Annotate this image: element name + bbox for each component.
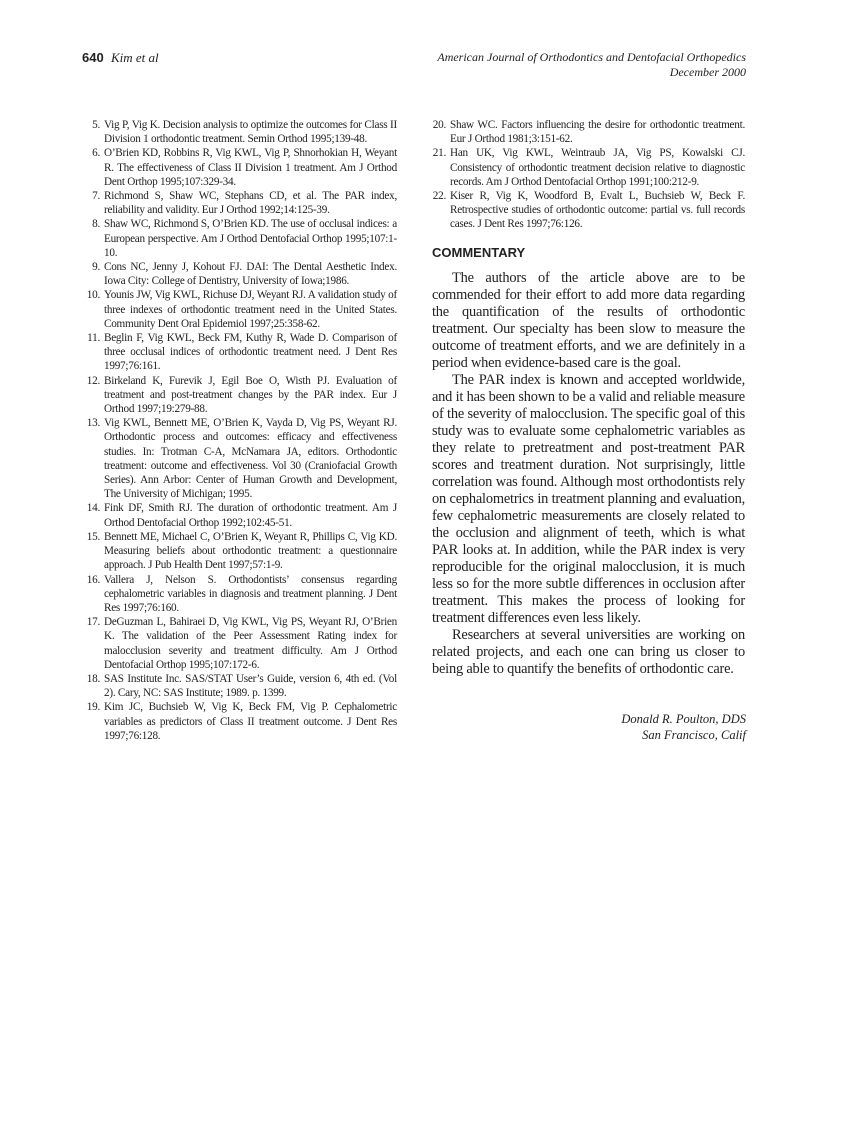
reference-text: DeGuzman L, Bahiraei D, Vig KWL, Vig PS, Weyant RJ, O’Brien K. The validation of the Peer Assessment Rating index for malocclusion severity and treatment difficulty. Am J Orthod Dentofacial Orthop 1995;107:172-6.: [104, 616, 397, 671]
reference-item: [86, 501, 397, 529]
reference-number: 15.: [86, 530, 100, 543]
reference-item: [86, 118, 397, 146]
reference-text: Vallera J, Nelson S. Orthodontists’ consensus regarding cephalometric variables in diagnosis and treatment planning. J Dent Res 1997;76:160.: [104, 573, 397, 614]
reference-number: 6.: [92, 147, 100, 160]
issue-date: December 2000: [669, 65, 746, 79]
reference-number: 18.: [86, 672, 100, 685]
commentary-paragraph: The authors of the article above are to be commended for their effort to add more data regarding the quantification of the results of orthodontic treatment. Our specialty has been slow to measure the outcome of treatment efforts, and we are definitely in a period when evidence-based care is the goal.: [432, 270, 745, 371]
reference-number: 19.: [86, 701, 100, 714]
reference-text: Beglin F, Vig KWL, Beck FM, Kuthy R, Wade D. Comparison of three occlusal indices of orthodontic treatment need. J Dent Res 1997;76:161.: [104, 332, 397, 373]
reference-number: 10.: [86, 289, 100, 302]
commentary-signature: [621, 712, 746, 743]
reference-item: [86, 700, 397, 743]
reference-item: [86, 331, 397, 374]
page-number: 640: [82, 50, 104, 65]
reference-number: 13.: [86, 417, 100, 430]
reference-text: Bennett ME, Michael C, O’Brien K, Weyant R, Phillips C, Vig KD. Measuring beliefs about orthodontic treatment: a questionnaire approach. J Pub Health Dent 1997;57:1-9.: [104, 530, 397, 572]
signature-location: San Francisco, Calif: [642, 727, 746, 742]
reference-item: [86, 530, 397, 573]
reference-text: Richmond S, Shaw WC, Stephans CD, et al. The PAR index, reliability and validity. Eur J Orthod 1992;14:125-39.: [104, 190, 397, 217]
reference-list-right: [430, 118, 745, 232]
reference-list-left: [86, 118, 397, 743]
running-authors: Kim et al: [110, 50, 159, 65]
reference-number: 22.: [432, 190, 446, 203]
reference-item: [86, 672, 397, 700]
reference-number: 5.: [92, 119, 100, 131]
reference-number: 11.: [87, 332, 100, 345]
reference-item: [430, 146, 745, 189]
reference-text: Birkeland K, Furevik J, Egil Boe O, Wisth PJ. Evaluation of treatment and post-treatment changes by the PAR index. Eur J Orthod 1997;19:279-88.: [104, 374, 397, 416]
reference-item: [430, 118, 745, 146]
reference-text: Fink DF, Smith RJ. The duration of orthodontic treatment. Am J Orthod Dentofacial Orthop 1992;102:45-51.: [104, 502, 397, 529]
reference-item: [86, 416, 397, 501]
reference-text: Younis JW, Vig KWL, Richuse DJ, Weyant RJ. A validation study of three indexes of orthodontic treatment need in the United States. Community Dent Oral Epidemiol 1997;25:358-62.: [104, 289, 397, 330]
reference-number: 9.: [92, 261, 100, 274]
reference-item: [86, 573, 397, 616]
commentary-body: [432, 270, 745, 678]
reference-text: SAS Institute Inc. SAS/STAT User’s Guide, version 6, 4th ed. (Vol 2). Cary, NC: SAS Institute; 1989. p. 1399.: [104, 672, 397, 700]
reference-text: Shaw WC, Richmond S, O’Brien KD. The use of occlusal indices: a European perspective. Am J Orthod Dentofacial Orthop 1995;107:1-10.: [104, 218, 397, 259]
reference-number: 20.: [432, 119, 446, 131]
reference-item: [86, 189, 397, 217]
reference-text: Shaw WC. Factors influencing the desire for orthodontic treatment. Eur J Orthod 1981;3:151-62.: [450, 119, 745, 146]
reference-number: 16.: [86, 573, 100, 586]
reference-number: 8.: [92, 218, 100, 231]
reference-item: [86, 217, 397, 260]
reference-text: Vig P, Vig K. Decision analysis to optimize the outcomes for Class II Division 1 orthodontic treatment. Semin Orthod 1995;139-48.: [104, 119, 397, 146]
signature-author: Donald R. Poulton, DDS: [621, 712, 746, 726]
reference-item: [86, 146, 397, 189]
reference-item: [86, 374, 397, 417]
reference-text: Vig KWL, Bennett ME, O’Brien K, Vayda D, Vig PS, Weyant RJ. Orthodontic process and outcomes: efficacy and effectiveness studies. In: Trotman C-A, McNamara JA, editors. Orthodontic treatment: outcome and effectiveness. Vol 30 (Craniofacial Growth Series). Ann Arbor: Center of Human Growth and Development, The University of Michigan; 1995.: [104, 417, 397, 501]
reference-number: 17.: [86, 616, 100, 629]
reference-item: [430, 189, 745, 232]
reference-text: Kim JC, Buchsieb W, Vig K, Beck FM, Vig P. Cephalometric variables as predictors of Class II treatment outcome. J Dent Res 1997;76:128.: [104, 701, 397, 742]
reference-text: O’Brien KD, Robbins R, Vig KWL, Vig P, Shnorhokian H, Weyant R. The effectiveness of Class II Division 1 treatment. Am J Orthod Dent Orthop 1995;107:329-34.: [104, 147, 397, 188]
reference-number: 12.: [86, 374, 100, 387]
reference-number: 14.: [86, 502, 100, 515]
reference-text: Cons NC, Jenny J, Kohout FJ. DAI: The Dental Aesthetic Index. Iowa City: College of Dentistry, University of Iowa;1986.: [104, 261, 397, 288]
reference-item: [86, 615, 397, 672]
reference-text: Kiser R, Vig K, Woodford B, Evalt L, Buchsieb W, Beck F. Retrospective studies of orthodontic outcome: partial vs. full records cases. J Dent Res 1997;76:126.: [450, 190, 745, 231]
commentary-paragraph: The PAR index is known and accepted worldwide, and it has been shown to be a valid and reliable measure of the severity of malocclusion. The specific goal of this study was to evaluate some cephalometric variables as they relate to pretreatment and post-treatment PAR scores and treatment duration. Not surprisingly, little correlation was found. Although most orthodontists rely on cephalometrics in treatment planning and evaluation, few cephalometric measurements are closely related to the occlusion and alignment of teeth, which is what PAR looks at. In addition, while the PAR index is very reproducible for the original malocclusion, it is much less so for the more subtle differences in occlusion after treatment. This makes the process of looking for treatment differences even less likely.: [432, 372, 745, 626]
journal-title: American Journal of Orthodontics and Dentofacial Orthopedics: [437, 50, 746, 64]
reference-item: [86, 288, 397, 331]
reference-text: Han UK, Vig KWL, Weintraub JA, Vig PS, Kowalski CJ. Consistency of orthodontic treatment decision relative to diagnostic records. Am J Orthod Dentofacial Orthop 1991;100:212-9.: [450, 147, 745, 188]
commentary-paragraph: Researchers at several universities are working on related projects, and each one can bring us closer to being able to quantify the benefits of orthodontic care.: [432, 627, 745, 677]
running-header-left: [82, 50, 159, 66]
reference-number: 7.: [92, 190, 100, 203]
reference-item: [86, 260, 397, 288]
reference-number: 21.: [432, 147, 446, 160]
running-header-right: [437, 50, 746, 80]
commentary-heading: COMMENTARY: [432, 245, 526, 260]
